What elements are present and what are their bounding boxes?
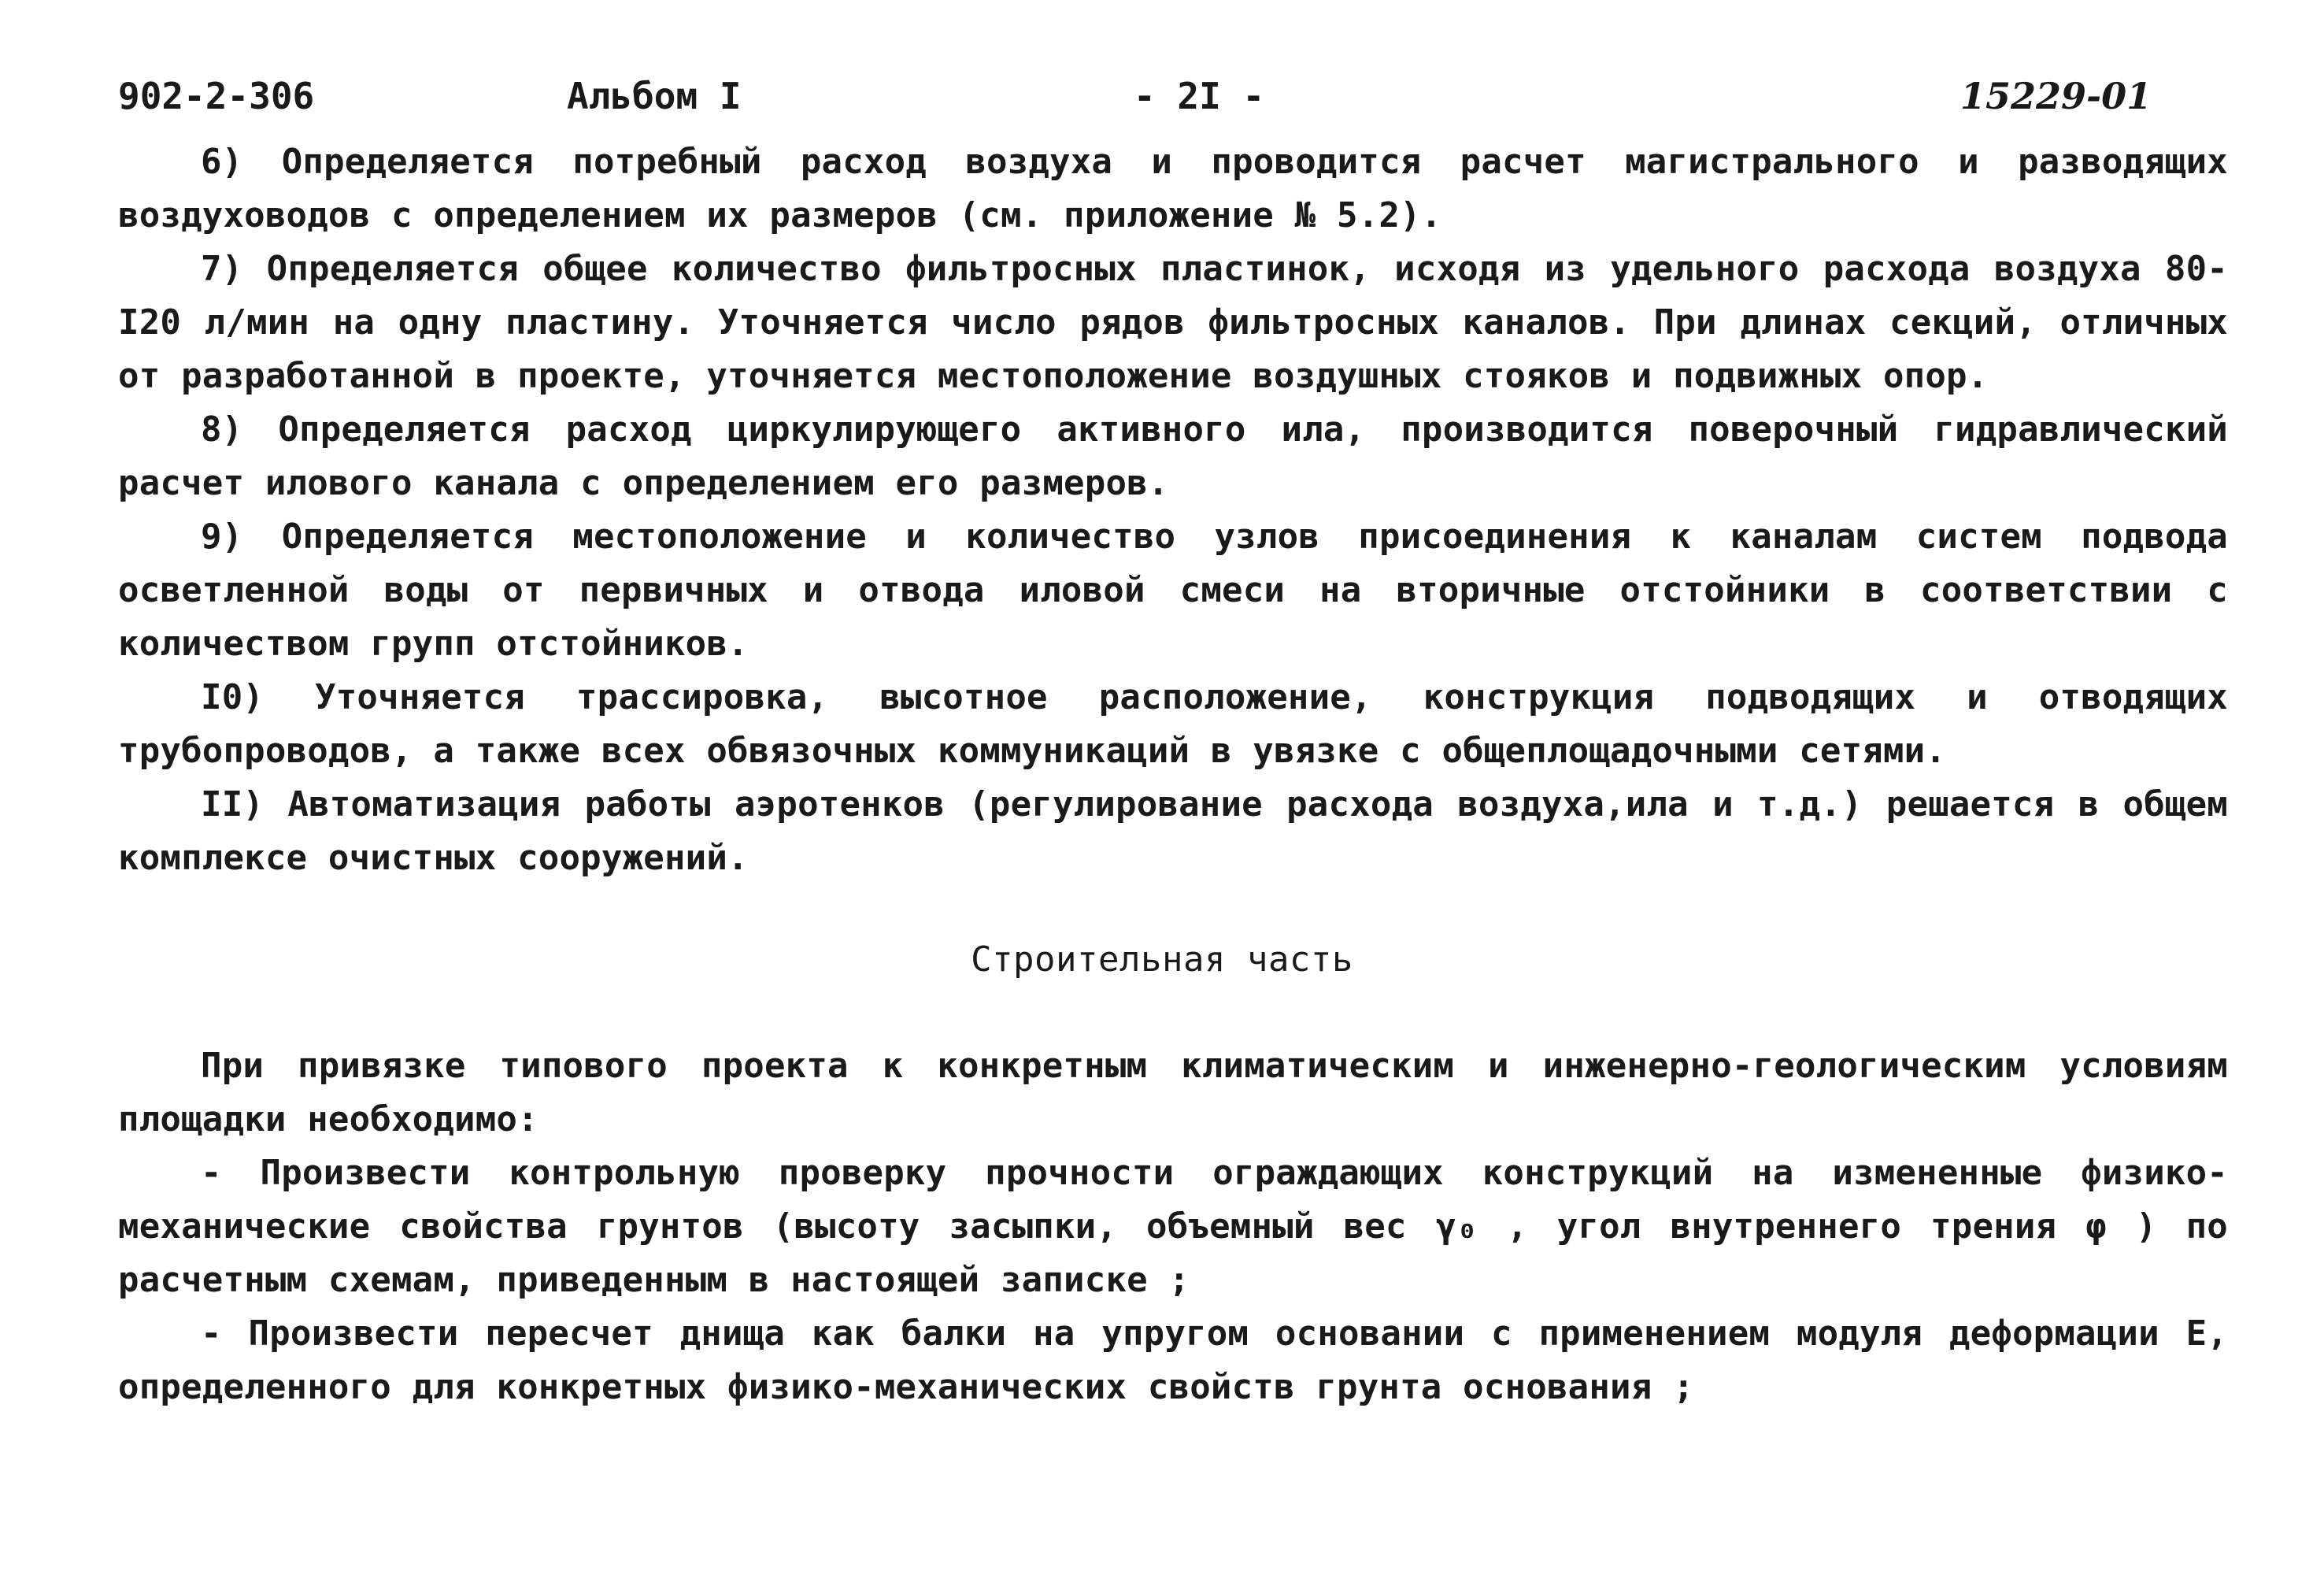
section-item-strength-check: - Произвести контрольную проверку прочности ограждающих конструкций на измененные физико-механические свойства грунтов (высоту засыпки, объемный вес γ₀ , угол внутреннего трения φ ) по расчетным схемам, приведенным в настоящей записке ; <box>118 1153 2228 1300</box>
album-label: Альбом I <box>567 75 742 117</box>
section-intro: При привязке типового проекта к конкретным климатическим и инженерно-геологическим условиям площадки необходимо: <box>118 1046 2228 1139</box>
paragraph-7: 7) Определяется общее количество фильтросных пластинок, исходя из удельного расхода воздуха 80-I20 л/мин на одну пластину. Уточняется число рядов фильтросных каналов. При длинах секций, отличных от разработанной в проекте, уточняется местоположение воздушных стояков и подвижных опор. <box>118 249 2228 396</box>
inventory-number: 15229-01 <box>1960 75 2152 117</box>
paragraph-9: 9) Определяется местоположение и количество узлов присоединения к каналам систем подвода осветленной воды от первичных и отвода иловой смеси на вторичные отстойники в соответствии с количеством групп отстойников. <box>118 517 2228 664</box>
procedure-list <box>118 135 2228 885</box>
section-title: Строительная часть <box>971 939 1353 980</box>
document-code: 902-2-306 <box>118 75 315 117</box>
section-item-base-recalc: - Произвести пересчет днища как балки на упругом основании с применением модуля деформации Е, определенного для конкретных физико-механических свойств грунта основания ; <box>118 1313 2228 1407</box>
page-number: - 2I - <box>1134 75 1265 117</box>
paragraph-6: 6) Определяется потребный расход воздуха и проводится расчет магистрального и разводящих воздуховодов с определением их размеров (см. приложение № 5.2). <box>118 142 2228 235</box>
paragraph-11: II) Автоматизация работы аэротенков (регулирование расхода воздуха,ила и т.д.) решается в общем комплексе очистных сооружений. <box>118 784 2228 878</box>
construction-section <box>118 1039 2228 1414</box>
paragraph-8: 8) Определяется расход циркулирующего активного ила, производится поверочный гидравлический расчет илового канала с определением его размеров. <box>118 409 2228 503</box>
paragraph-10: I0) Уточняется трассировка, высотное расположение, конструкция подводящих и отводящих трубопроводов, а также всех обвязочных коммуникаций в увязке с общеплощадочными сетями. <box>118 677 2228 771</box>
